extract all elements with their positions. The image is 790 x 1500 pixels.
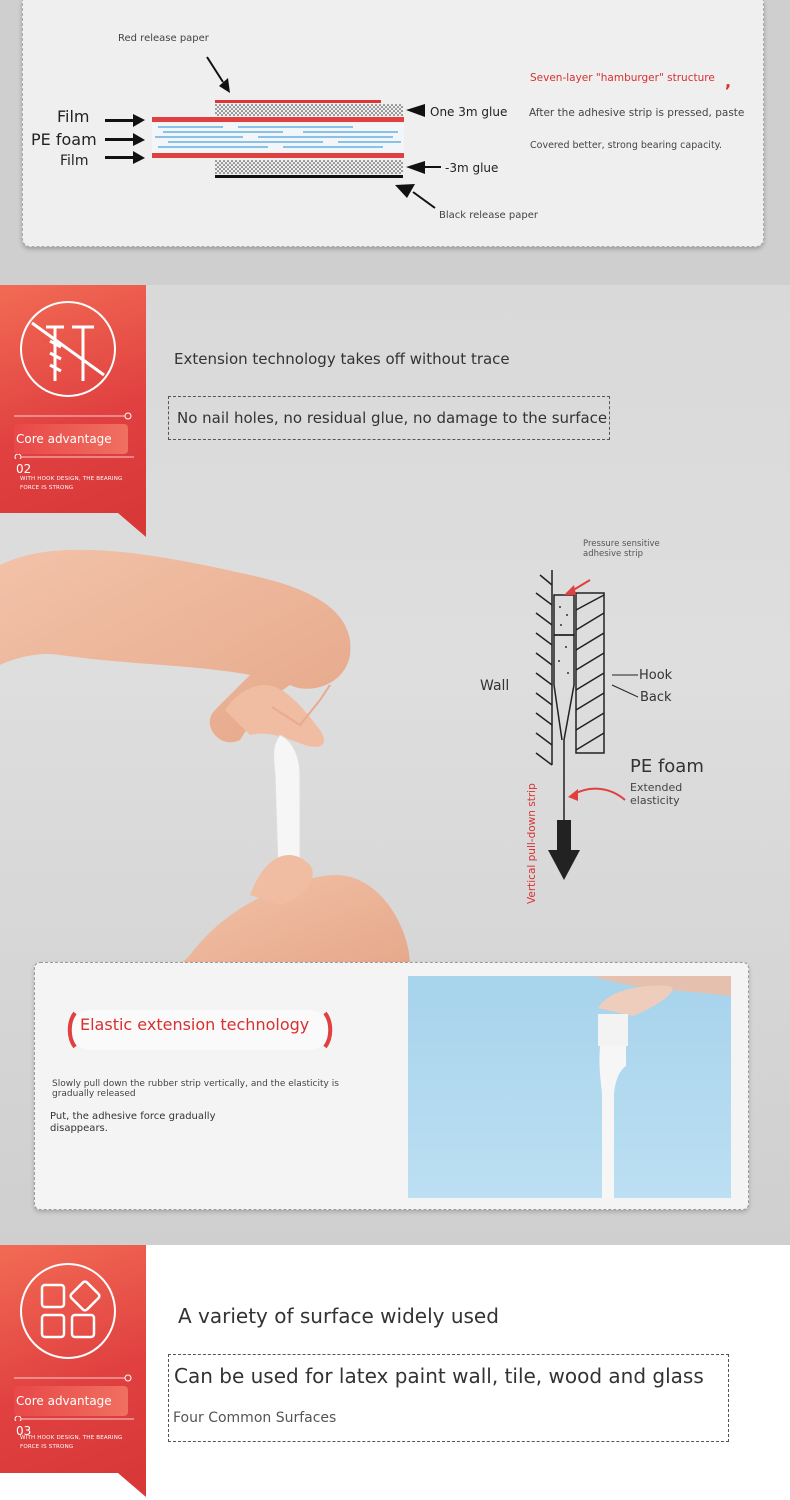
surfaces-grid-icon (20, 1263, 120, 1363)
elastic-extension-text-1: Slowly pull down the rubber strip vertically, and the elasticity is gradually released (52, 1079, 339, 1099)
structure-title: Seven-layer "hamburger" structure (530, 72, 715, 84)
advantage-02-section (0, 285, 790, 1245)
advantage-03-tagline: WITH HOOK DESIGN, THE BEARING FORCE IS STRONG (20, 1435, 123, 1450)
ribbon-tail-3 (110, 1473, 146, 1497)
advantage-03-headline: A variety of surface widely used (178, 1304, 499, 1328)
film-top-label: Film (57, 107, 90, 126)
layer-structure-section (0, 0, 790, 285)
ribbon-tail (110, 513, 146, 537)
structure-title-mark: , (725, 72, 732, 91)
extended-elasticity-label: Extended elasticity (630, 781, 683, 807)
back-label: Back (640, 690, 672, 705)
glue-bottom-label: -3m glue (445, 161, 499, 175)
black-release-paper-label: Black release paper (439, 210, 538, 221)
elastic-extension-card (34, 962, 749, 1210)
film-bottom-label: Film (60, 153, 89, 169)
pe-foam-label: PE foam (31, 130, 97, 149)
advantage-02-subline: No nail holes, no residual glue, no damage to the surface (177, 409, 608, 427)
core-advantage-03-badge: Core advantage 03 (14, 1386, 128, 1416)
advantage-02-tagline: WITH HOOK DESIGN, THE BEARING FORCE IS STRONG (20, 476, 123, 491)
core-advantage-02-badge: Core advantage 02 (14, 424, 128, 454)
hand-pulling-strip-image (0, 535, 440, 965)
strip-closeup-photo (408, 976, 731, 1198)
hook-label: Hook (639, 668, 673, 683)
structure-desc-1: After the adhesive strip is pressed, paste (529, 107, 745, 119)
advantage-03-subline: Can be used for latex paint wall, tile, wood and glass (174, 1364, 704, 1388)
advantage-02-headline: Extension technology takes off without trace (174, 350, 510, 368)
removal-mechanism-diagram (470, 535, 770, 915)
pressure-sensitive-label: Pressure sensitive adhesive strip (583, 539, 660, 559)
elastic-extension-text-2: Put, the adhesive force gradually disappears. (50, 1111, 216, 1134)
red-release-paper-label: Red release paper (118, 33, 209, 44)
wall-label: Wall (480, 678, 510, 694)
four-common-surfaces-caption: Four Common Surfaces (173, 1410, 337, 1426)
structure-card (22, 0, 764, 247)
pe-foam-diagram-label: PE foam (630, 756, 704, 777)
elastic-extension-title: Elastic extension technology (80, 1015, 310, 1034)
advantage-03-section (0, 1245, 790, 1500)
layer-structure-diagram (23, 0, 765, 247)
glue-top-label: One 3m glue (430, 105, 508, 119)
structure-desc-2: Covered better, strong bearing capacity. (530, 140, 722, 151)
vertical-pull-down-label: Vertical pull-down strip (526, 783, 538, 904)
no-nail-icon (20, 301, 120, 401)
